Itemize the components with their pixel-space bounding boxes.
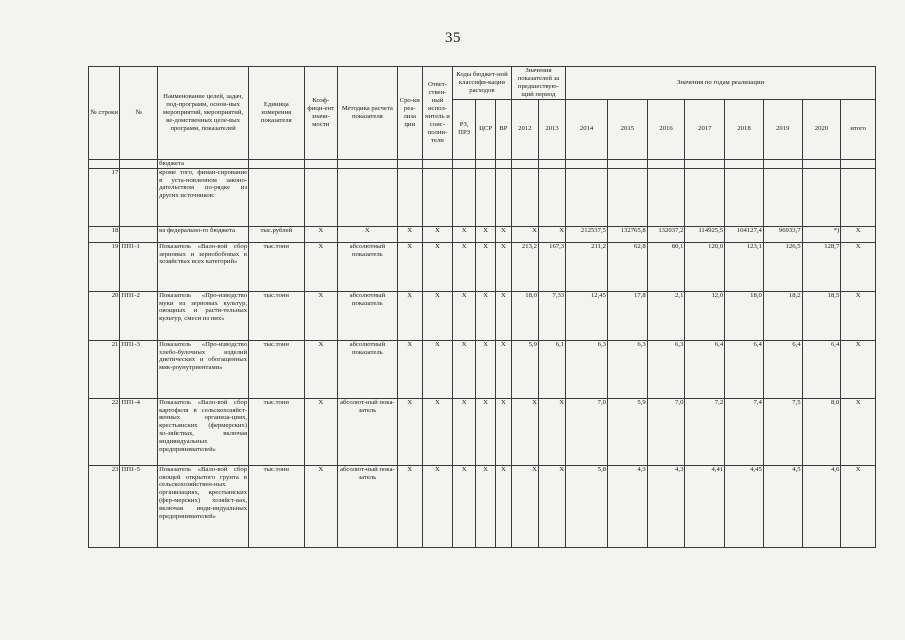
cell-year-value: *) xyxy=(802,226,841,242)
cell-rz: X xyxy=(453,291,476,340)
table-row xyxy=(89,398,876,465)
header-rz: РЗ, ПРЗ xyxy=(453,99,476,159)
cell-year-value: 114925,5 xyxy=(685,226,725,242)
header-budget-codes: Коды бюджет-ной классифи-кации расходов xyxy=(453,67,512,100)
cell-year-value: 132037,2 xyxy=(647,226,685,242)
header-year: 2012 xyxy=(511,99,538,159)
cell-year-value: 12,0 xyxy=(685,291,725,340)
cell-method: абсолютный показатель xyxy=(338,340,398,398)
cell-prev-value: 167,3 xyxy=(538,242,565,291)
cell-year-value: 8,0 xyxy=(802,398,841,465)
cell-csr xyxy=(476,168,496,226)
cell-terms: X xyxy=(397,226,422,242)
cell-year-value xyxy=(566,168,608,226)
cell-executor: X xyxy=(422,242,452,291)
header-vr: ВР xyxy=(496,99,512,159)
cell-year-value: 6,3 xyxy=(647,340,685,398)
cell-num xyxy=(120,168,158,226)
cell-rz: X xyxy=(453,242,476,291)
table-row xyxy=(89,159,876,168)
cell-vr xyxy=(496,168,512,226)
cell-terms: X xyxy=(397,242,422,291)
header-unit: Единица измерения показателя xyxy=(249,67,304,160)
cell-year-value xyxy=(763,159,802,168)
cell-year-value xyxy=(685,168,725,226)
cell-terms xyxy=(397,168,422,226)
cell-prev-value: X xyxy=(511,398,538,465)
cell-coef: X xyxy=(304,340,337,398)
cell-total xyxy=(841,168,876,226)
cell-prev-value: X xyxy=(538,398,565,465)
cell-num xyxy=(120,159,158,168)
cell-name: Показатель «Про-изводство хлебо-булочных изделий диетических и обогащенных мик-роунутриентами» xyxy=(158,340,249,398)
cell-executor xyxy=(422,159,452,168)
cell-coef: X xyxy=(304,465,337,547)
table-row xyxy=(89,242,876,291)
cell-rz: X xyxy=(453,340,476,398)
table-row xyxy=(89,291,876,340)
cell-terms xyxy=(397,159,422,168)
cell-executor: X xyxy=(422,340,452,398)
cell-csr: X xyxy=(476,242,496,291)
cell-coef xyxy=(304,168,337,226)
header-prev-values: Значения показателей за предшествую-щий период xyxy=(511,67,565,100)
cell-row-no: 18 xyxy=(89,226,120,242)
cell-prev-value: X xyxy=(538,465,565,547)
header-total: итого xyxy=(841,99,876,159)
cell-num: ПП1-5 xyxy=(120,465,158,547)
header-year: 2020 xyxy=(802,99,841,159)
header-executor: Ответ-ствен-ный испол-нитель и соис-полни-тели xyxy=(422,67,452,160)
cell-prev-value: 18,0 xyxy=(511,291,538,340)
cell-year-value: 6,4 xyxy=(763,340,802,398)
cell-year-value: 4,6 xyxy=(802,465,841,547)
cell-executor: X xyxy=(422,465,452,547)
cell-year-value: 6,4 xyxy=(802,340,841,398)
cell-year-value: 128,7 xyxy=(802,242,841,291)
cell-year-value: 5,9 xyxy=(607,398,647,465)
cell-name: Показатель «Вало-вой сбор зерновых и зернобобовых в хозяйствах всех категорий» xyxy=(158,242,249,291)
cell-prev-value: X xyxy=(511,226,538,242)
cell-year-value: 7,0 xyxy=(647,398,685,465)
cell-method xyxy=(338,168,398,226)
cell-rz xyxy=(453,168,476,226)
header-year: 2018 xyxy=(725,99,764,159)
cell-total: X xyxy=(841,226,876,242)
cell-terms: X xyxy=(397,291,422,340)
table-row xyxy=(89,168,876,226)
cell-year-value xyxy=(725,159,764,168)
header-num: № xyxy=(120,67,158,160)
cell-year-value: 7,5 xyxy=(763,398,802,465)
cell-year-value: 7,4 xyxy=(725,398,764,465)
header-csr: ЦСР xyxy=(476,99,496,159)
cell-total xyxy=(841,159,876,168)
cell-year-value: 7,0 xyxy=(566,398,608,465)
cell-unit xyxy=(249,168,304,226)
cell-year-value: 4,41 xyxy=(685,465,725,547)
cell-executor xyxy=(422,168,452,226)
cell-num: ПП1-1 xyxy=(120,242,158,291)
cell-year-value: 80,1 xyxy=(647,242,685,291)
cell-method: абсолют-ный пока-затель xyxy=(338,398,398,465)
cell-num: ПП1-4 xyxy=(120,398,158,465)
cell-vr: X xyxy=(496,340,512,398)
cell-csr: X xyxy=(476,398,496,465)
cell-rz xyxy=(453,159,476,168)
cell-vr: X xyxy=(496,291,512,340)
cell-unit: тыс.тонн xyxy=(249,340,304,398)
cell-vr: X xyxy=(496,398,512,465)
cell-unit: тыс.тонн xyxy=(249,398,304,465)
cell-terms: X xyxy=(397,398,422,465)
cell-year-value: 120,0 xyxy=(685,242,725,291)
header-year: 2015 xyxy=(607,99,647,159)
cell-year-value: 4,3 xyxy=(647,465,685,547)
cell-csr: X xyxy=(476,465,496,547)
cell-year-value: 7,2 xyxy=(685,398,725,465)
cell-prev-value xyxy=(538,159,565,168)
header-year: 2013 xyxy=(538,99,565,159)
cell-row-no: 20 xyxy=(89,291,120,340)
cell-unit xyxy=(249,159,304,168)
header-method: Методика расчета показателя xyxy=(338,67,398,160)
cell-year-value: 5,8 xyxy=(566,465,608,547)
cell-rz: X xyxy=(453,465,476,547)
cell-year-value: 12,45 xyxy=(566,291,608,340)
cell-num: ПП1-2 xyxy=(120,291,158,340)
cell-year-value xyxy=(607,159,647,168)
cell-coef: X xyxy=(304,226,337,242)
page-number: 35 xyxy=(445,30,461,46)
cell-method: X xyxy=(338,226,398,242)
cell-year-value: 18,0 xyxy=(725,291,764,340)
cell-prev-value: X xyxy=(538,226,565,242)
cell-terms: X xyxy=(397,465,422,547)
cell-csr: X xyxy=(476,340,496,398)
table-row xyxy=(89,340,876,398)
cell-prev-value: 5,9 xyxy=(511,340,538,398)
cell-year-value: 132765,8 xyxy=(607,226,647,242)
header-coef: Коэф-фици-ент значи-мости xyxy=(304,67,337,160)
table-row xyxy=(89,465,876,547)
cell-year-value xyxy=(647,168,685,226)
header-terms: Сро-ки реа-лиза ции xyxy=(397,67,422,160)
cell-total: X xyxy=(841,465,876,547)
cell-year-value: 18,5 xyxy=(802,291,841,340)
cell-coef xyxy=(304,159,337,168)
cell-rz: X xyxy=(453,226,476,242)
cell-row-no: 17 xyxy=(89,168,120,226)
cell-coef: X xyxy=(304,291,337,340)
cell-unit: тыс.рублей xyxy=(249,226,304,242)
cell-year-value: 123,1 xyxy=(725,242,764,291)
cell-num: ПП1-3 xyxy=(120,340,158,398)
cell-total: X xyxy=(841,340,876,398)
indicators-table xyxy=(88,66,876,548)
cell-year-value: 2,1 xyxy=(647,291,685,340)
cell-name: Показатель «Вало-вой сбор картофеля в сельскохозяйст-венных организа-циях, крестьянских (фермерских) хо-зяйствах, включая индивидуальных предпринимателей» xyxy=(158,398,249,465)
cell-year-value xyxy=(763,168,802,226)
cell-total: X xyxy=(841,242,876,291)
cell-year-value xyxy=(647,159,685,168)
cell-year-value: 211,2 xyxy=(566,242,608,291)
cell-year-value: 212537,5 xyxy=(566,226,608,242)
cell-num xyxy=(120,226,158,242)
cell-name: Показатель «Про-изводство муки из зерновых культур, овощных и расти-тельных культур, смеси из них» xyxy=(158,291,249,340)
cell-csr: X xyxy=(476,291,496,340)
cell-method: абсолют-ный пока-затель xyxy=(338,465,398,547)
cell-csr: X xyxy=(476,226,496,242)
cell-row-no xyxy=(89,159,120,168)
cell-unit: тыс.тонн xyxy=(249,291,304,340)
cell-prev-value: 6,1 xyxy=(538,340,565,398)
cell-year-value xyxy=(685,159,725,168)
cell-year-value xyxy=(802,159,841,168)
header-years-values: Значения по годам реализации xyxy=(566,67,876,100)
cell-vr: X xyxy=(496,465,512,547)
cell-name: кроме того, финан-сирование в уста-новленном законо-дательством по-рядке из других источников: xyxy=(158,168,249,226)
cell-name: бюджета xyxy=(158,159,249,168)
cell-prev-value: X xyxy=(511,465,538,547)
header-row-no: № строки xyxy=(89,67,120,160)
cell-year-value: 104127,4 xyxy=(725,226,764,242)
cell-executor: X xyxy=(422,398,452,465)
cell-year-value: 6,4 xyxy=(685,340,725,398)
cell-rz: X xyxy=(453,398,476,465)
cell-year-value: 96933,7 xyxy=(763,226,802,242)
cell-coef: X xyxy=(304,398,337,465)
cell-method: абсолютный показатель xyxy=(338,242,398,291)
cell-year-value: 17,8 xyxy=(607,291,647,340)
cell-year-value: 6,3 xyxy=(566,340,608,398)
cell-year-value xyxy=(725,168,764,226)
cell-prev-value: 7,33 xyxy=(538,291,565,340)
table-row xyxy=(89,226,876,242)
header-year: 2014 xyxy=(566,99,608,159)
cell-year-value: 4,45 xyxy=(725,465,764,547)
cell-year-value: 6,4 xyxy=(725,340,764,398)
cell-year-value: 6,3 xyxy=(607,340,647,398)
cell-row-no: 22 xyxy=(89,398,120,465)
cell-prev-value: 213,2 xyxy=(511,242,538,291)
cell-prev-value xyxy=(511,168,538,226)
cell-unit: тыс.тонн xyxy=(249,242,304,291)
cell-name: из федерально-го бюджета xyxy=(158,226,249,242)
cell-year-value xyxy=(566,159,608,168)
cell-row-no: 19 xyxy=(89,242,120,291)
header-year: 2019 xyxy=(763,99,802,159)
cell-year-value: 4,5 xyxy=(763,465,802,547)
cell-vr: X xyxy=(496,242,512,291)
cell-coef: X xyxy=(304,242,337,291)
cell-csr xyxy=(476,159,496,168)
cell-row-no: 23 xyxy=(89,465,120,547)
cell-executor: X xyxy=(422,291,452,340)
header-year: 2016 xyxy=(647,99,685,159)
header-year: 2017 xyxy=(685,99,725,159)
cell-terms: X xyxy=(397,340,422,398)
cell-year-value: 62,8 xyxy=(607,242,647,291)
cell-total: X xyxy=(841,291,876,340)
cell-executor: X xyxy=(422,226,452,242)
cell-year-value: 126,5 xyxy=(763,242,802,291)
cell-vr xyxy=(496,159,512,168)
header-name: Наименование целей, задач, под-программ, основ-ных мероприятий, мероприятий, ве-домственных целе-вых программ, показателей xyxy=(158,67,249,160)
cell-method xyxy=(338,159,398,168)
cell-method: абсолютный показатель xyxy=(338,291,398,340)
cell-year-value: 18,2 xyxy=(763,291,802,340)
cell-year-value xyxy=(607,168,647,226)
cell-year-value xyxy=(802,168,841,226)
cell-total: X xyxy=(841,398,876,465)
cell-row-no: 21 xyxy=(89,340,120,398)
cell-unit: тыс.тонн xyxy=(249,465,304,547)
cell-vr: X xyxy=(496,226,512,242)
cell-prev-value xyxy=(511,159,538,168)
cell-year-value: 4,3 xyxy=(607,465,647,547)
cell-prev-value xyxy=(538,168,565,226)
cell-name: Показатель «Вало-вой сбор овощей открытого грунта в сельскохозяйствен-ных организациях, крестьянских (фер-мерских) хозяйст-вах, включая инди-видуальных предпринимателей» xyxy=(158,465,249,547)
